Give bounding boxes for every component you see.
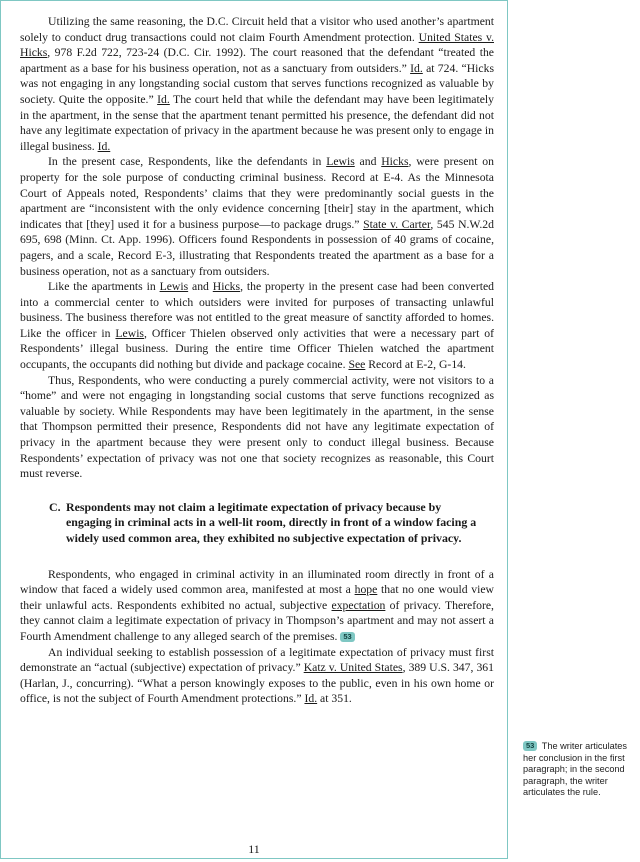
paragraph-text: at 724. “Hicks was not engaging in any longstanding social custom that serves functions recognized as valuable by society. Quite the opposite.” xyxy=(20,61,494,106)
citation-text: United States v. Hicks xyxy=(20,30,494,60)
paragraph-text: , 978 F.2d 722, 723-24 (D.C. Cir. 1992). The court reasoned that the defendant “treated the apartment as a base for his business operation, not as a sanctuary from outsiders.” xyxy=(20,46,494,75)
paragraph-text: and xyxy=(188,280,213,294)
annotation-badge: 53 xyxy=(340,632,354,642)
paragraph-text: of privacy. Therefore, they cannot claim a legitimate expectation of privacy in Thompson’s apartment and may not assert a Fourth Amendment challenge to any alleged search of the premises. xyxy=(20,598,494,643)
citation-text: Lewis xyxy=(159,280,189,294)
paragraph-text: , Officer Thielen observed only activities that were a necessary part of Respondents’ illegal business. During the entire time Officer Thielen watched the apartment occupants, the occupants did nothing but divide and package cocaine. xyxy=(20,326,494,372)
citation-text: Id. xyxy=(97,139,111,153)
paragraph-text: and xyxy=(354,155,382,169)
document-body xyxy=(20,14,494,707)
citation-text: Katz v. United States xyxy=(303,661,403,675)
citation-text: hope xyxy=(354,583,378,597)
paragraphs-before-heading xyxy=(20,14,494,482)
paragraph-text: Thus, Respondents, who were conducting a purely commercial activity, were not visitors to a “home” and were not engaging in longstanding social customs that serve functions recognized as valuable by society. While Respondents may have been legitimately in the apartment, in the sense that Thompson permitted their presence, Respondents did not have any legitimate expectation of privacy in the apartment because they were present only to conduct illegal business. Because Respondents’ expectation of privacy was not one that society recognizes as reasonable, this Court must reverse. xyxy=(20,373,494,481)
paragraph-text: , 545 N.W.2d 695, 698 (Minn. Ct. App. 1996). Officers found Respondents in possession of 40 grams of cocaine, pagers, and a scale, Record E-3, illustrating that Respondents treated the apartment as a base for a business operation, not as a sanctuary from outsiders. xyxy=(20,217,494,278)
citation-text: Id. xyxy=(157,92,170,106)
citation-text: expectation xyxy=(331,598,386,612)
paragraph xyxy=(20,567,494,645)
paragraph xyxy=(20,154,494,279)
paragraph xyxy=(20,373,494,482)
heading-text: Respondents may not claim a legitimate expectation of privacy because by engaging in criminal acts in a well-lit room, directly in front of a window facing a widely used common area, they exhibited no subjective expectation of privacy. xyxy=(66,499,477,545)
margin-note-text: The writer articulates her conclusion in the first paragraph; in the second paragraph, the writer articulates the rule. xyxy=(523,741,628,798)
paragraph-text: The court held that while the defendant may have been legitimately in the apartment, in the sense that the apartment tenant permitted his presence, the defendant did not have any legitimate expectation of privacy in the apartment because he was present only to engage in illegal business. xyxy=(20,92,495,153)
citation-text: Lewis xyxy=(326,155,355,169)
citation-text: Id. xyxy=(410,61,423,75)
paragraph xyxy=(20,645,494,707)
paragraph-text: Like the apartments in xyxy=(48,280,160,294)
paragraph xyxy=(20,14,494,154)
paragraph-text: at 351. xyxy=(317,692,352,706)
paragraph-text: Record at E-2, G-14. xyxy=(365,358,466,372)
page-number: 11 xyxy=(248,842,260,856)
paragraph-text: In the present case, Respondents, like the defendants in xyxy=(48,155,327,169)
paragraph-text: , the property in the present case had been converted into a commercial center to which outsiders were invited for purposes of transacting unlawful business. The business therefore was not entitled to the great measure of sanctity afforded to homes. Like the officer in xyxy=(20,280,495,340)
paragraph xyxy=(20,279,494,373)
paragraphs-after-heading xyxy=(20,567,494,707)
section-heading-c xyxy=(20,500,494,547)
citation-text: See xyxy=(348,358,366,372)
paragraph-text: , 389 U.S. 347, 361 (Harlan, J., concurring). “What a person knowingly exposes to the public, even in his own home or office, is not the subject of Fourth Amendment protections.” xyxy=(20,661,494,706)
paragraph-text: , were present on property for the sole purpose of conducting criminal business. Record at E-4. As the Minnesota Court of Appeals noted, Respondents’ claims that they were predominantly social guests in the apartment are “inconsistent with the only evidence concerning [their] stay in the apartment, which indicates that [they] used it for a business purpose—to package drugs.” xyxy=(20,155,494,231)
margin-note xyxy=(523,741,635,799)
citation-text: Hicks xyxy=(381,155,409,169)
heading-letter: C. xyxy=(49,499,61,514)
citation-text: Lewis xyxy=(115,326,144,340)
paragraph-text: Utilizing the same reasoning, the D.C. Circuit held that a visitor who used another’s apartment solely to conduct drug transactions could not claim Fourth Amendment protection. xyxy=(20,15,494,44)
paragraph-text: that no one would view their unlawful acts. Respondents exhibited no actual, subjective xyxy=(20,583,494,612)
citation-text: Hicks xyxy=(212,280,241,294)
citation-text: Id. xyxy=(304,692,318,706)
paragraph-text: Respondents, who engaged in criminal activity in an illuminated room directly in front of a window that faced a widely used common area, manifested at most a xyxy=(20,567,494,597)
paragraph-text: An individual seeking to establish possession of a legitimate expectation of privacy must first demonstrate an “actual (subjective) expectation of privacy.” xyxy=(20,645,494,675)
margin-note-badge: 53 xyxy=(523,741,537,751)
citation-text: State v. Carter xyxy=(363,217,431,231)
